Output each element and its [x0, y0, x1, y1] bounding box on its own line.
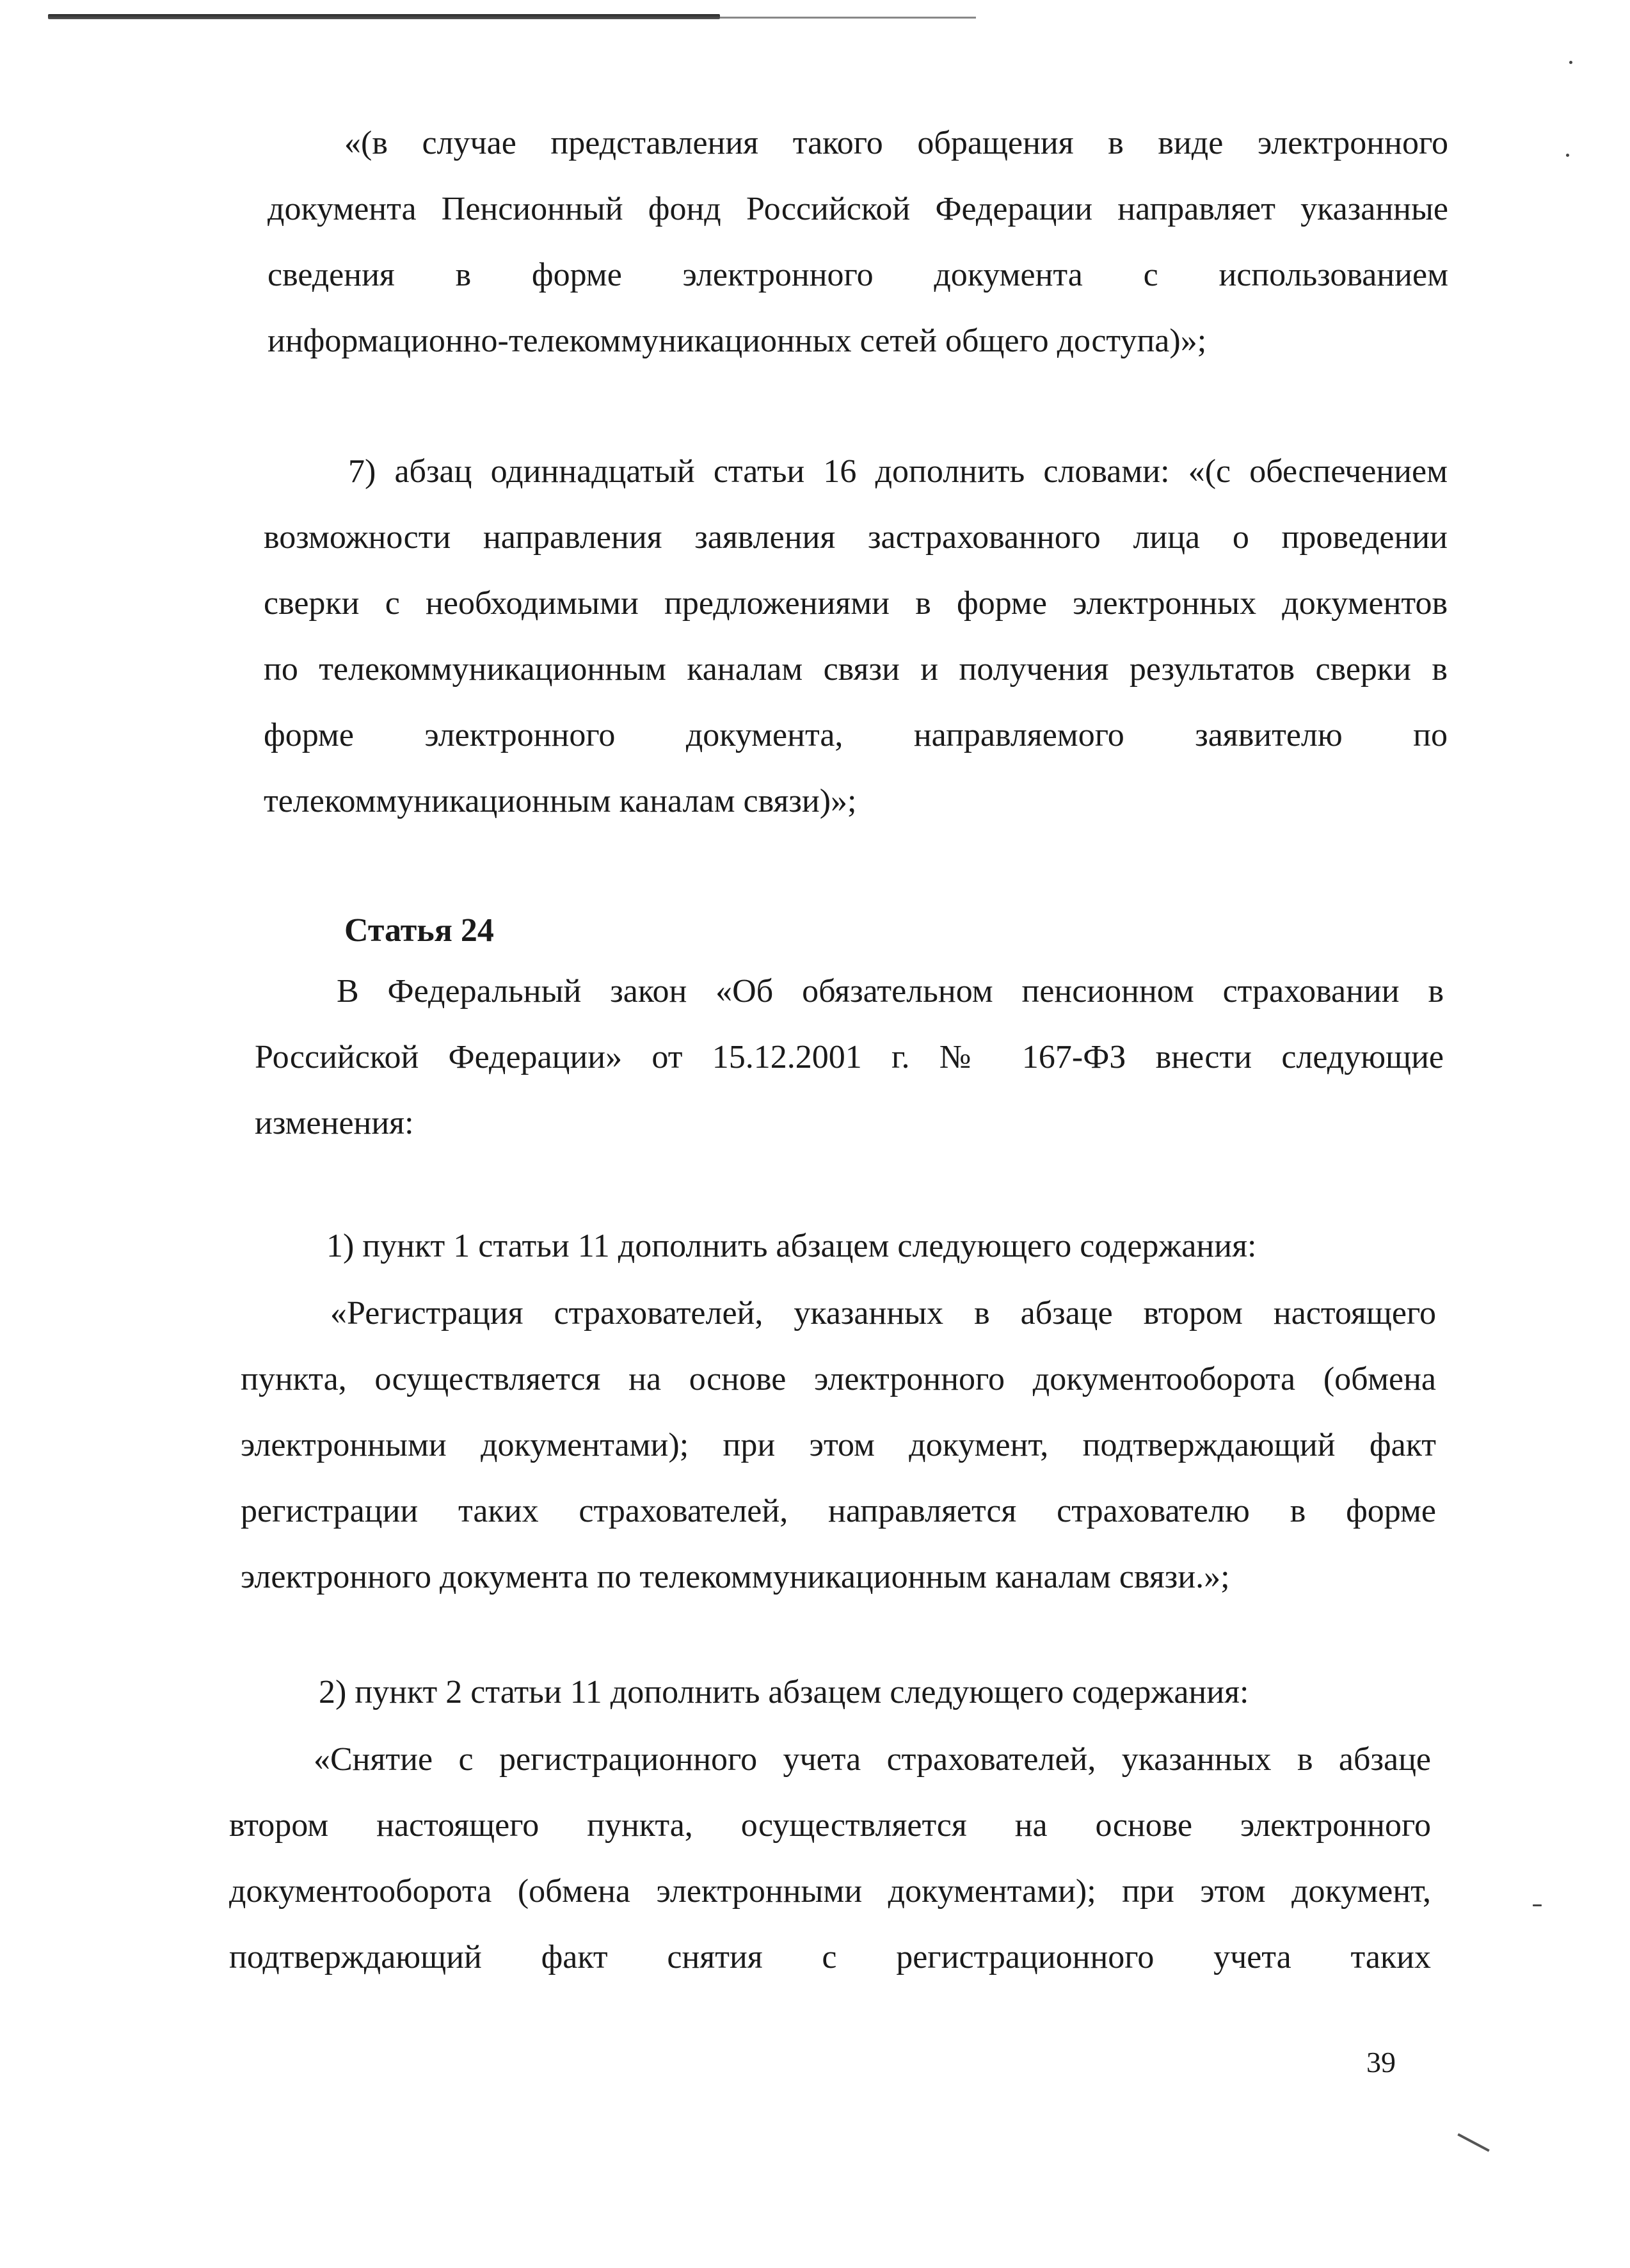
text-line: возможности направления заявления застрахованного лица о проведении [264, 519, 1448, 556]
text-line: сведения в форме электронного документа с использованием [268, 257, 1448, 293]
text-line: втором настоящего пункта, осуществляется на основе электронного [229, 1807, 1431, 1844]
text-line: подтверждающий факт снятия с регистрационного учета таких [229, 1939, 1431, 1975]
text-line: информационно-телекоммуникационных сетей общего доступа)»; [268, 323, 1207, 359]
scan-corner-mark [1457, 2133, 1489, 2151]
paragraph-5 [241, 1280, 1436, 1610]
text-line: 7) абзац одиннадцатый статьи 16 дополнить словами: «(с обеспечением [348, 453, 1448, 490]
text-line: 2) пункт 2 статьи 11 дополнить абзацем следующего содержания: [319, 1674, 1249, 1710]
text-line: электронными документами); при этом документ, подтверждающий факт [241, 1427, 1436, 1463]
text-line: по телекоммуникационным каналам связи и получения результатов сверки в [264, 651, 1448, 688]
text-line: «(в случае представления такого обращения в виде электронного [344, 125, 1448, 161]
text-line: В Федеральный закон «Об обязательном пенсионном страховании в [337, 973, 1444, 1009]
text-line: электронного документа по телекоммуникационным каналам связи.»; [241, 1559, 1230, 1595]
text-line: регистрации таких страхователей, направляется страхователю в форме [241, 1493, 1436, 1529]
text-line: изменения: [255, 1105, 414, 1141]
paragraph-4 [326, 1213, 1256, 1279]
paragraph-2 [264, 438, 1448, 834]
text-line: 1) пункт 1 статьи 11 дополнить абзацем следующего содержания: [326, 1228, 1257, 1264]
scan-edge-line [48, 14, 720, 19]
text-line: телекоммуникационным каналам связи)»; [264, 783, 857, 819]
scan-speck [1533, 1904, 1542, 1906]
text-line: пункта, осуществляется на основе электронного документооборота (обмена [241, 1361, 1436, 1397]
paragraph-3 [255, 958, 1444, 1156]
text-line: «Регистрация страхователей, указанных в абзаце втором настоящего [330, 1295, 1436, 1331]
scan-edge-line-tail [720, 17, 976, 19]
text-line: сверки с необходимыми предложениями в форме электронных документов [264, 585, 1448, 622]
article-heading: Статья 24 [344, 912, 494, 949]
paragraph-6 [319, 1659, 1249, 1725]
text-line: документооборота (обмена электронными документами); при этом документ, [229, 1873, 1431, 1910]
text-line: Российской Федерации» от 15.12.2001 г. № 167-ФЗ внести следующие [255, 1039, 1444, 1075]
text-line: документа Пенсионный фонд Российской Федерации направляет указанные [268, 191, 1448, 227]
page-number: 39 [1366, 2046, 1396, 2079]
scan-speck [1566, 154, 1569, 157]
scan-speck [1569, 61, 1572, 64]
paragraph-1 [268, 110, 1448, 374]
paragraph-7 [229, 1726, 1431, 1990]
text-line: форме электронного документа, направляемого заявителю по [264, 717, 1448, 753]
text-line: «Снятие с регистрационного учета страхователей, указанных в абзаце [314, 1741, 1431, 1778]
